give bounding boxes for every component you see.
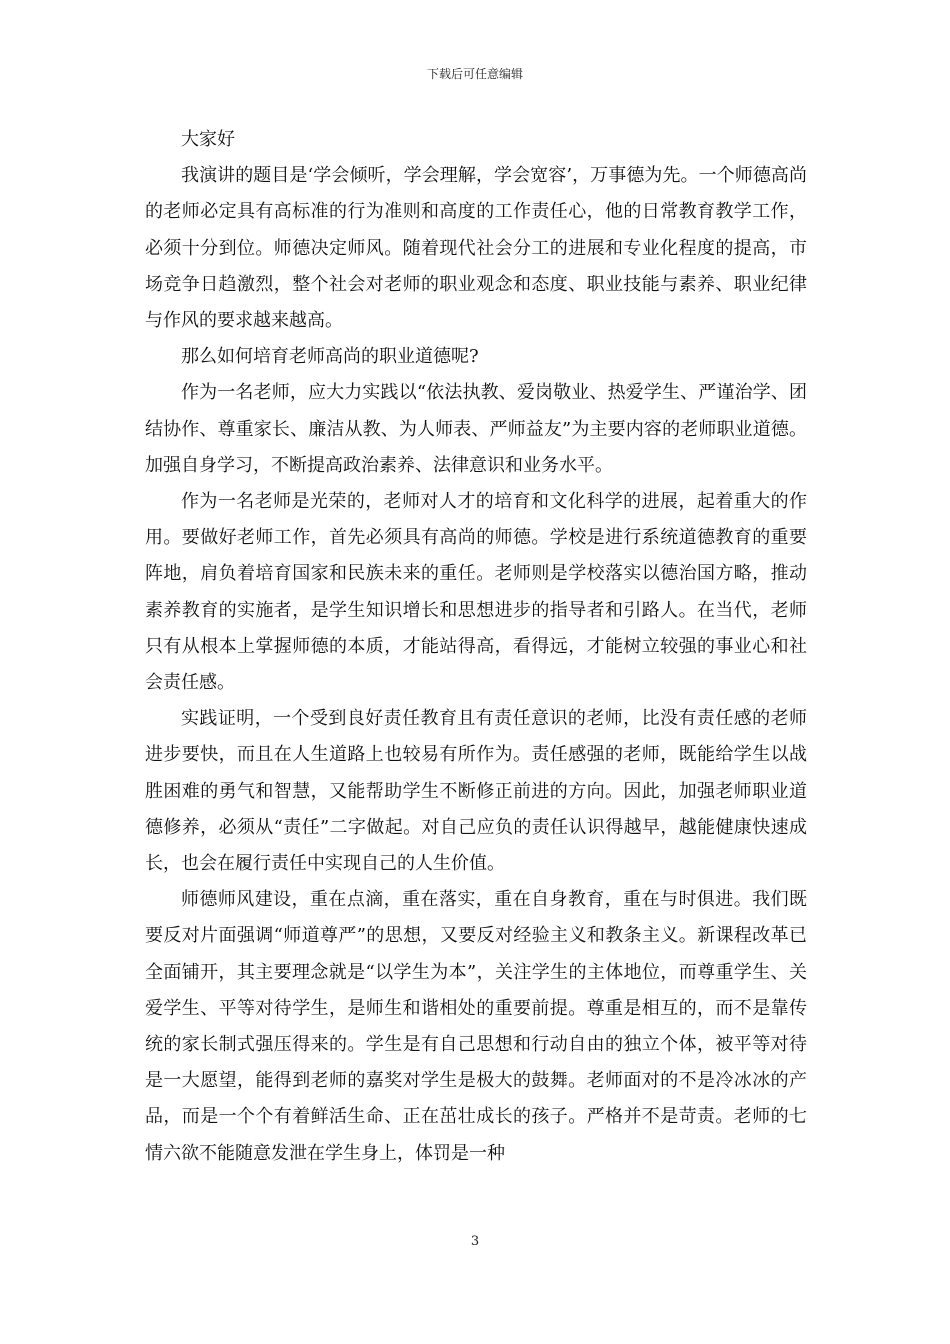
paragraph-topic: 我演讲的题目是‘学会倾听，学会理解，学会宽容’，万事德为先。一个师德高尚的老师必定具有高标准的行为准则和高度的工作责任心，他的日常教育教学工作，必须十分到位。师德决定师风。随着现代社会分工的进展和专业化程度的提高，市场竞争日趋激烈，整个社会对老师的职业观念和态度、职业技能与素养、职业纪律与作风的要求越来越高。 xyxy=(145,165,807,332)
paragraph-teacher-honor: 作为一名老师是光荣的，老师对人才的培育和文化科学的进展，起着重大的作用。要做好老师工作，首先必须具有高尚的师德。学校是进行系统道德教育的重要阵地，肩负着培育国家和民族未来的重任。老师则是学校落实以德治国方略，推动素养教育的实施者，是学生知识增长和思想进步的指导者和引路人。在当代，老师只有从根本上掌握师德的本质，才能站得高，看得远，才能树立较强的事业心和社会责任感。 xyxy=(145,491,807,694)
document-body xyxy=(145,122,807,1172)
page-number: 3 xyxy=(470,1234,480,1249)
paragraph-ethics-building: 师德师风建设，重在点滴，重在落实，重在自身教育，重在与时俱进。我们既要反对片面强调“师道尊严”的思想，又要反对经验主义和教条主义。新课程改革已全面铺开，其主要理念就是“以学生为本”，关注学生的主体地位，而尊重学生、关爱学生、平等对待学生，是师生和谐相处的重要前提。尊重是相互的，而不是靠传统的家长制式强压得来的。学生是有自己思想和行动自由的独立个体，被平等对待是一大愿望，能得到老师的嘉奖对学生是极大的鼓舞。老师面对的不是冷冰冰的产品，而是一个个有着鲜活生命、正在茁壮成长的孩子。严格并不是苛责。老师的七情六欲不能随意发泄在学生身上，体罚是一种 xyxy=(145,889,807,1164)
paragraph-question: 那么如何培育老师高尚的职业道德呢? xyxy=(181,346,479,368)
paragraph-greeting: 大家好 xyxy=(181,129,235,150)
page-header: 下载后可任意编辑 xyxy=(426,67,523,81)
paragraph-responsibility: 实践证明，一个受到良好责任教育且有责任意识的老师，比没有责任感的老师进步要快，而且在人生道路上也较易有所作为。责任感强的老师，既能给学生以战胜困难的勇气和智慧，又能帮助学生不断修正前进的方向。因此，加强老师职业道德修养，必须从“责任”二字做起。对自己应负的责任认识得越早，越能健康快速成长，也会在履行责任中实现自己的人生价值。 xyxy=(145,708,807,875)
paragraph-ethics-practice: 作为一名老师，应大力实践以“依法执教、爱岗敬业、热爱学生、严谨治学、团结协作、尊重家长、廉洁从教、为人师表、严师益友”为主要内容的老师职业道德。加强自身学习，不断提高政治素养、法律意识和业务水平。 xyxy=(145,382,807,476)
